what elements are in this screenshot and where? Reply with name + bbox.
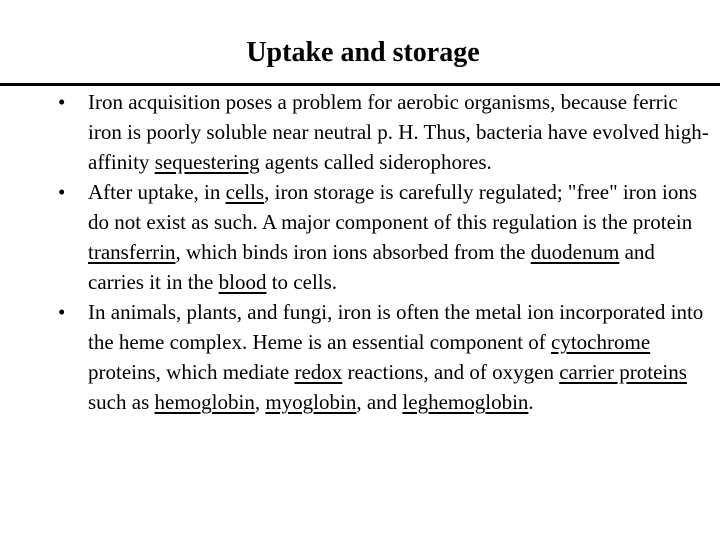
bullet-text: agents called siderophores. bbox=[259, 150, 492, 174]
bullet-marker: • bbox=[58, 90, 66, 114]
bullet-text: In animals, plants, and fungi, iron is often the metal ion incorporated into the heme complex. Heme is an essential component of bbox=[88, 300, 704, 354]
bullet-text: to cells. bbox=[266, 270, 338, 294]
title-divider bbox=[0, 83, 720, 86]
bullet-text: proteins, which mediate bbox=[88, 360, 295, 384]
bullet-item bbox=[58, 87, 710, 177]
bullet-text: , iron storage is carefully regulated; "free" iron ions do not exist as such. A major component of this regulation is the protein bbox=[88, 180, 698, 234]
link-cytochrome[interactable]: cytochrome bbox=[551, 330, 651, 354]
bullet-marker: • bbox=[58, 300, 66, 324]
bullet-text: After uptake, in bbox=[88, 180, 226, 204]
bullet-marker: • bbox=[58, 180, 66, 204]
bullet-item bbox=[58, 297, 710, 417]
bullet-list bbox=[58, 87, 710, 417]
link-transferrin[interactable]: transferrin bbox=[88, 240, 176, 264]
bullet-text: , bbox=[254, 390, 266, 414]
link-leghemoglobin[interactable]: leghemoglobin bbox=[402, 390, 529, 414]
bullet-text: . bbox=[528, 390, 534, 414]
link-redox[interactable]: redox bbox=[294, 360, 343, 384]
link-cells[interactable]: cells bbox=[225, 180, 265, 204]
bullet-text: and carries it in the bbox=[88, 240, 655, 294]
bullet-text: such as bbox=[88, 390, 155, 414]
bullet-text: Iron acquisition poses a problem for aerobic organisms, because ferric iron is poorly soluble near neutral p. H. Thus, bacteria have evolved high-affinity bbox=[88, 90, 709, 174]
link-myoglobin[interactable]: myoglobin bbox=[265, 390, 357, 414]
slide-title: Uptake and storage bbox=[246, 37, 480, 68]
bullet-text: reactions, and of oxygen bbox=[342, 360, 560, 384]
link-hemoglobin[interactable]: hemoglobin bbox=[154, 390, 255, 414]
bullet-item bbox=[58, 177, 710, 297]
bullet-text: , which binds iron ions absorbed from the bbox=[175, 240, 531, 264]
bullet-text: , and bbox=[356, 390, 403, 414]
link-duodenum[interactable]: duodenum bbox=[530, 240, 620, 264]
link-sequestering[interactable]: sequestering bbox=[154, 150, 260, 174]
link-blood[interactable]: blood bbox=[218, 270, 267, 294]
link-carrier-proteins[interactable]: carrier proteins bbox=[559, 360, 687, 384]
